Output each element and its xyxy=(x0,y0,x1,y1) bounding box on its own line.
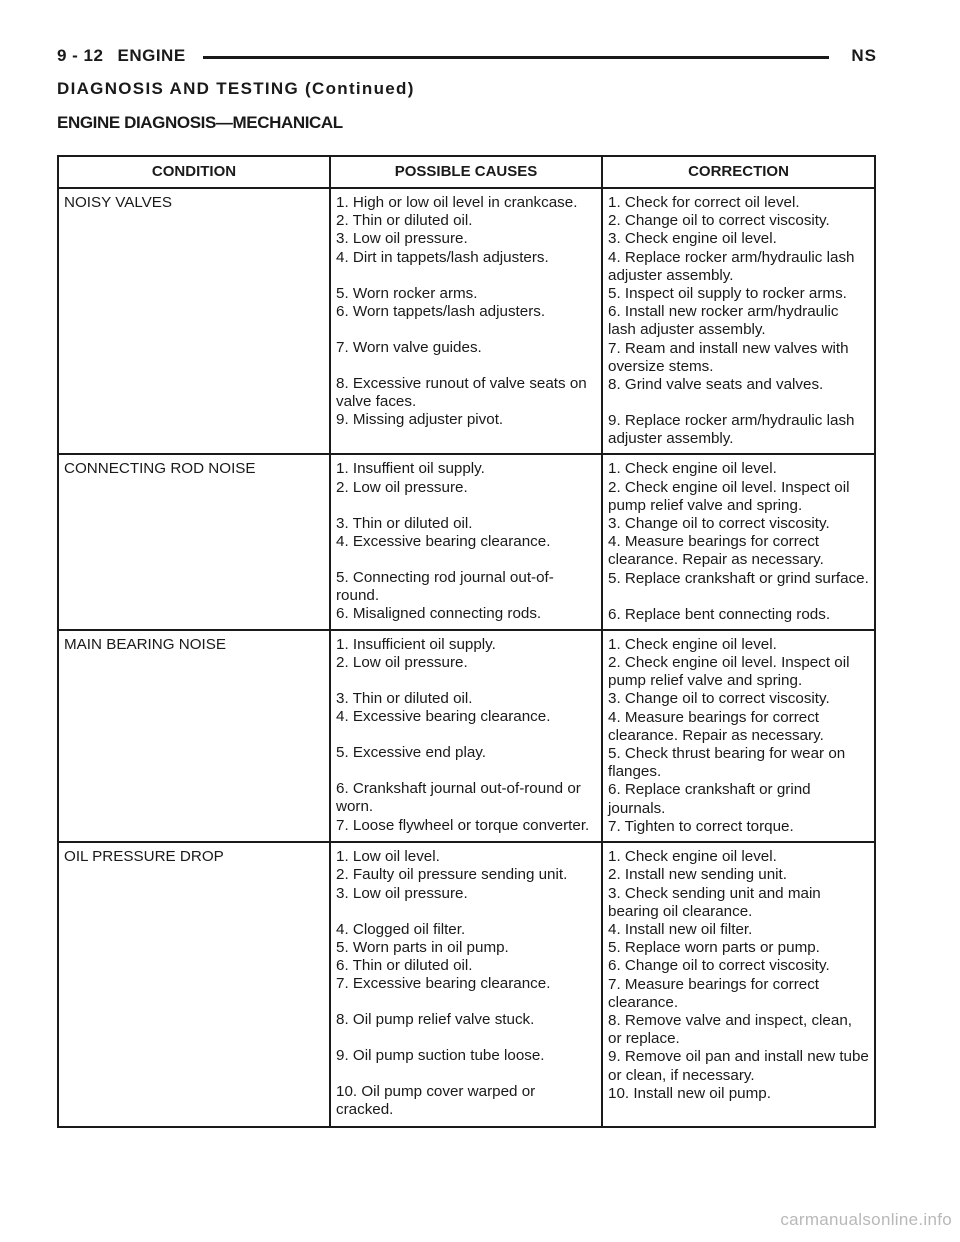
correction-item: 2. Check engine oil level. Inspect oil pump relief valve and spring. xyxy=(608,654,850,690)
possible-cause: 9. Missing adjuster pivot. xyxy=(336,411,504,429)
correction-item: 4. Measure bearings for correct clearance. Repair as necessary. xyxy=(608,708,824,744)
diagnosis-table xyxy=(57,155,876,1128)
condition-cell: CONNECTING ROD NOISE xyxy=(58,454,330,629)
possible-cause: 9. Oil pump suction tube loose. xyxy=(336,1047,545,1065)
correction-item: 4. Install new oil filter. xyxy=(608,920,753,938)
correction-item: 5. Check thrust bearing for wear on flanges. xyxy=(608,745,846,781)
correction-item: 5. Inspect oil supply to rocker arms. xyxy=(608,285,847,303)
correction-item: 7. Measure bearings for correct clearance. xyxy=(608,975,820,1011)
correction-item: 6. Install new rocker arm/hydraulic lash adjuster assembly. xyxy=(608,303,839,339)
table-body xyxy=(58,188,875,1127)
possible-cause: 6. Crankshaft journal out-of-round or worn. xyxy=(336,780,581,816)
condition-cell: OIL PRESSURE DROP xyxy=(58,842,330,1127)
correction-cell xyxy=(602,842,875,1127)
correction-item: 2. Change oil to correct viscosity. xyxy=(608,212,830,230)
possible-cause: 1. Insufficient oil supply. xyxy=(336,635,496,653)
model-code: NS xyxy=(851,46,877,65)
correction-item: 3. Change oil to correct viscosity. xyxy=(608,515,830,533)
possible-cause: 4. Clogged oil filter. xyxy=(336,920,466,938)
table-row xyxy=(58,842,875,1127)
condition-cell: MAIN BEARING NOISE xyxy=(58,630,330,842)
correction-item: 8. Remove valve and inspect, clean, or replace. xyxy=(608,1011,852,1048)
possible-cause: 6. Misaligned connecting rods. xyxy=(336,605,542,623)
possible-cause: 4. Excessive bearing clearance. xyxy=(336,708,551,726)
correction-item: 6. Change oil to correct viscosity. xyxy=(608,957,830,975)
possible-cause: 2. Faulty oil pressure sending unit. xyxy=(336,866,568,884)
table-row xyxy=(58,188,875,454)
column-header-causes: POSSIBLE CAUSES xyxy=(330,156,602,188)
possible-cause: 6. Thin or diluted oil. xyxy=(336,956,473,974)
correction-cell xyxy=(602,454,875,629)
possible-cause: 4. Dirt in tappets/lash adjusters. xyxy=(336,248,549,266)
correction-item: 4. Measure bearings for correct clearance. Repair as necessary. xyxy=(608,533,824,569)
correction-cell xyxy=(602,188,875,454)
possible-cause: 1. Low oil level. xyxy=(336,848,440,866)
watermark: carmanualsonline.info xyxy=(780,1210,952,1229)
correction-item: 2. Install new sending unit. xyxy=(608,866,787,884)
table-row xyxy=(58,630,875,842)
possible-cause: 5. Connecting rod journal out-of-round. xyxy=(336,568,554,605)
possible-cause: 7. Loose flywheel or torque converter. xyxy=(336,816,590,834)
causes-cell xyxy=(330,630,602,842)
continued-title: DIAGNOSIS AND TESTING (Continued) xyxy=(57,79,415,98)
correction-item: 6. Replace crankshaft or grind journals. xyxy=(608,781,811,817)
header-left xyxy=(57,46,186,66)
causes-cell xyxy=(330,842,602,1127)
correction-item: 2. Check engine oil level. Inspect oil pump relief valve and spring. xyxy=(608,478,850,514)
correction-cell xyxy=(602,630,875,842)
correction-item: 1. Check for correct oil level. xyxy=(608,194,800,211)
possible-cause: 6. Worn tappets/lash adjusters. xyxy=(336,302,546,320)
possible-cause: 2. Low oil pressure. xyxy=(336,478,468,496)
causes-cell xyxy=(330,188,602,454)
condition-cell: NOISY VALVES xyxy=(58,188,330,454)
table-row xyxy=(58,454,875,629)
page-header xyxy=(57,44,877,72)
possible-cause: 3. Thin or diluted oil. xyxy=(336,514,473,532)
possible-cause: 2. Low oil pressure. xyxy=(336,654,468,672)
possible-cause: 2. Thin or diluted oil. xyxy=(336,212,473,230)
correction-item: 9. Remove oil pan and install new tube or clean, if necessary. xyxy=(608,1048,869,1084)
correction-item: 7. Tighten to correct torque. xyxy=(608,817,794,835)
header-rule xyxy=(203,56,829,59)
section-name: ENGINE xyxy=(117,46,186,65)
section-title: ENGINE DIAGNOSIS—MECHANICAL xyxy=(57,113,343,132)
correction-item: 3. Check sending unit and main bearing oil clearance. xyxy=(608,884,821,920)
column-header-correction: CORRECTION xyxy=(602,156,875,188)
possible-cause: 3. Thin or diluted oil. xyxy=(336,690,473,708)
correction-item: 4. Replace rocker arm/hydraulic lash adjuster assembly. xyxy=(608,248,855,284)
possible-cause: 1. Insuffient oil supply. xyxy=(336,460,485,478)
possible-cause: 8. Excessive runout of valve seats on valve faces. xyxy=(336,374,587,411)
possible-cause: 7. Excessive bearing clearance. xyxy=(336,975,551,993)
possible-cause: 8. Oil pump relief valve stuck. xyxy=(336,1011,535,1029)
possible-cause: 3. Low oil pressure. xyxy=(336,230,468,248)
correction-item: 8. Grind valve seats and valves. xyxy=(608,376,824,394)
possible-cause: 3. Low oil pressure. xyxy=(336,884,468,902)
correction-item: 3. Change oil to correct viscosity. xyxy=(608,690,830,708)
correction-item: 1. Check engine oil level. xyxy=(608,460,777,478)
correction-item: 7. Ream and install new valves with oversize stems. xyxy=(608,339,849,375)
correction-item: 3. Check engine oil level. xyxy=(608,230,777,248)
correction-item: 5. Replace crankshaft or grind surface. xyxy=(608,569,869,587)
possible-cause: 4. Excessive bearing clearance. xyxy=(336,532,551,550)
correction-item: 6. Replace bent connecting rods. xyxy=(608,605,831,623)
correction-item: 1. Check engine oil level. xyxy=(608,635,777,653)
possible-cause: 5. Excessive end play. xyxy=(336,744,486,762)
page-number: 9 - 12 xyxy=(57,46,104,65)
correction-item: 10. Install new oil pump. xyxy=(608,1084,771,1102)
correction-item: 1. Check engine oil level. xyxy=(608,848,777,866)
causes-cell xyxy=(330,454,602,629)
table-header-row xyxy=(58,156,875,188)
possible-cause: 5. Worn rocker arms. xyxy=(336,284,478,302)
possible-cause: 10. Oil pump cover warped or cracked. xyxy=(336,1083,536,1119)
column-header-condition: CONDITION xyxy=(58,156,330,188)
possible-cause: 7. Worn valve guides. xyxy=(336,338,482,356)
possible-cause: 5. Worn parts in oil pump. xyxy=(336,938,509,956)
correction-item: 9. Replace rocker arm/hydraulic lash adjuster assembly. xyxy=(608,412,855,448)
correction-item: 5. Replace worn parts or pump. xyxy=(608,939,820,957)
possible-cause: 1. High or low oil level in crankcase. xyxy=(336,194,578,211)
